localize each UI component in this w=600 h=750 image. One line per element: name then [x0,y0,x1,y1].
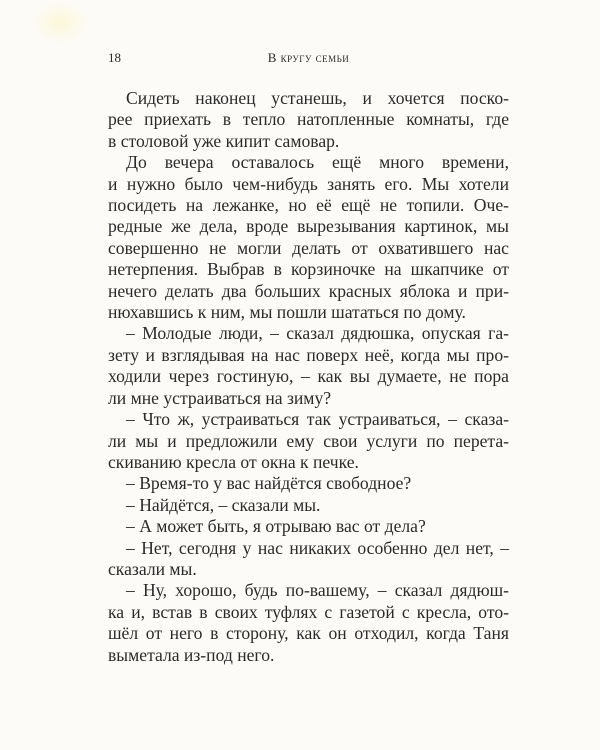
text-line: редные же дела, вроде вырезывания картинок, мы [108,216,509,237]
text-line: – Что ж, устраиваться так устраиваться, – сказа- [126,409,509,430]
paragraph [108,580,509,666]
text-line: выметала из-под него. [108,644,275,665]
text-line: ка и, встав в своих туфлях с газетой с кресла, ото- [108,601,509,622]
text-line: скиванию кресла от окна к печке. [108,451,359,472]
text-line: До вечера оставалось ещё много времени, [126,152,509,173]
text-line: в столовой уже кипит самовар. [108,130,340,151]
text-line: ходили через гостиную, – как вы думаете, не пора [108,366,509,387]
text-line: Сидеть наконец устанешь, и хочется поско- [126,88,509,108]
paragraph [108,323,509,409]
text-line: – Молодые люди, – сказал дядюшка, опуская га- [126,323,509,344]
paragraph [108,409,509,473]
text-line: – Нет, сегодня у нас никаких особенно дел нет, – [126,537,509,558]
paragraph [108,473,509,494]
paragraph [108,516,509,537]
text-line: нюхавшись к ним, мы пошли шататься по дому. [108,302,466,323]
text-line: совершенно не могли делать от охватившего нас [108,237,509,258]
text-line: – Время-то у вас найдётся свободное? [126,473,412,494]
paragraph [108,538,509,581]
paragraph [108,88,509,152]
text-line: нетерпения. Выбрав в корзиночке на шкапчике от [108,259,509,280]
page-body [108,88,509,666]
text-line: – А может быть, я отрываю вас от дела? [126,516,426,537]
text-line: рее приехать в тепло натопленные комнаты, где [108,109,509,130]
text-line: – Найдётся, – сказали мы. [126,494,321,515]
text-line: сказали мы. [108,558,197,579]
running-title: В кругу семьи [267,50,350,65]
text-line: нечего делать два больших красных яблока и при- [108,280,509,301]
text-line: посидеть на лежанке, но её ещё не топили. Оче- [108,195,509,216]
paragraph [108,152,509,323]
paragraph [108,495,509,516]
text-line: зету и взглядывая на нас поверх неё, когда мы про- [108,344,509,365]
text-line: – Ну, хорошо, будь по-вашему, – сказал дядюш- [126,580,509,601]
page-number: 18 [108,50,121,65]
text-line: шёл от него в сторону, как он отходил, когда Таня [108,623,509,644]
text-line: ли мне устраиваться на зиму? [108,387,332,408]
text-line: и нужно было чем-нибудь занять его. Мы хотели [108,173,509,194]
paper-stain [30,0,90,45]
text-line: ли мы и предложили ему свои услуги по перета- [108,430,509,451]
page-header [108,50,509,70]
